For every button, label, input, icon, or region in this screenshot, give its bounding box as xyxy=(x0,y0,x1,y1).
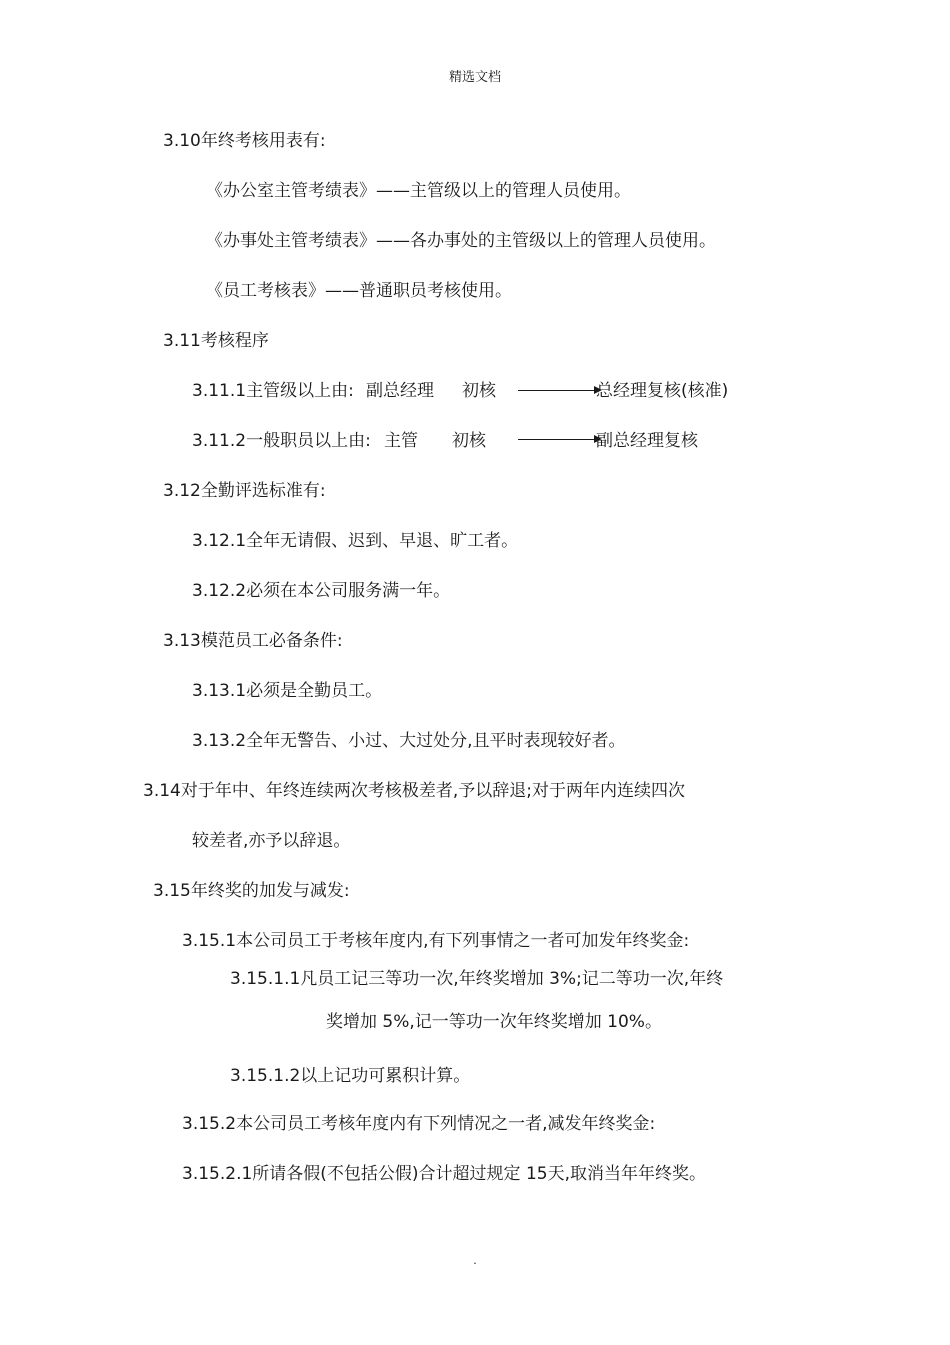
procedure-1-reviewer: 副总经理 xyxy=(366,381,434,401)
form-item-office-manager: 《办公室主管考绩表》——主管级以上的管理人员使用。 xyxy=(206,181,631,201)
page-footer: . xyxy=(473,1254,477,1267)
bonus-increase-intro: 3.15.1本公司员工于考核年度内,有下列事情之一者可加发年终奖金: xyxy=(182,931,690,951)
section-3-14-line-2: 较差者,亦予以辞退。 xyxy=(192,831,351,851)
attendance-criterion-1: 3.12.1全年无请假、迟到、早退、旷工者。 xyxy=(192,531,519,551)
arrow-right-icon xyxy=(518,390,600,391)
section-3-13-title: 3.13模范员工必备条件: xyxy=(163,631,343,651)
form-item-branch-manager: 《办事处主管考绩表》——各办事处的主管级以上的管理人员使用。 xyxy=(206,231,716,251)
bonus-decrease-intro: 3.15.2本公司员工考核年度内有下列情况之一者,减发年终奖金: xyxy=(182,1114,656,1134)
procedure-1-step: 初核 xyxy=(462,381,496,401)
page-header: 精选文档 xyxy=(448,70,501,85)
section-3-11-title: 3.11考核程序 xyxy=(163,331,269,351)
section-3-12-title: 3.12全勤评选标准有: xyxy=(163,481,326,501)
procedure-2-reviewer: 主管 xyxy=(384,431,418,451)
bonus-increase-rule-1-line-1: 3.15.1.1凡员工记三等功一次,年终奖增加 3%;记二等功一次,年终 xyxy=(230,969,724,989)
arrow-right-icon xyxy=(518,439,600,440)
form-item-staff: 《员工考核表》——普通职员考核使用。 xyxy=(206,281,512,301)
section-3-15-title: 3.15年终奖的加发与减发: xyxy=(153,881,350,901)
bonus-decrease-rule-1: 3.15.2.1所请各假(不包括公假)合计超过规定 15天,取消当年年终奖。 xyxy=(182,1164,706,1184)
section-3-14-line-1: 3.14对于年中、年终连续两次考核极差者,予以辞退;对于两年内连续四次 xyxy=(143,781,685,801)
bonus-increase-rule-1-line-2: 奖增加 5%,记一等功一次年终奖增加 10%。 xyxy=(326,1012,662,1032)
procedure-1-lead: 3.11.1主管级以上由: xyxy=(192,381,354,401)
attendance-criterion-2: 3.12.2必须在本公司服务满一年。 xyxy=(192,581,451,601)
procedure-2-step: 初核 xyxy=(452,431,486,451)
model-employee-condition-1: 3.13.1必须是全勤员工。 xyxy=(192,681,383,701)
procedure-2-result: 副总经理复核 xyxy=(596,431,698,451)
procedure-1-result: 总经理复核(核准) xyxy=(596,381,729,401)
section-3-10-title: 3.10年终考核用表有: xyxy=(163,131,326,151)
bonus-increase-rule-2: 3.15.1.2以上记功可累积计算。 xyxy=(230,1066,471,1086)
procedure-2-lead: 3.11.2一般职员以上由: xyxy=(192,431,371,451)
model-employee-condition-2: 3.13.2全年无警告、小过、大过处分,且平时表现较好者。 xyxy=(192,731,626,751)
